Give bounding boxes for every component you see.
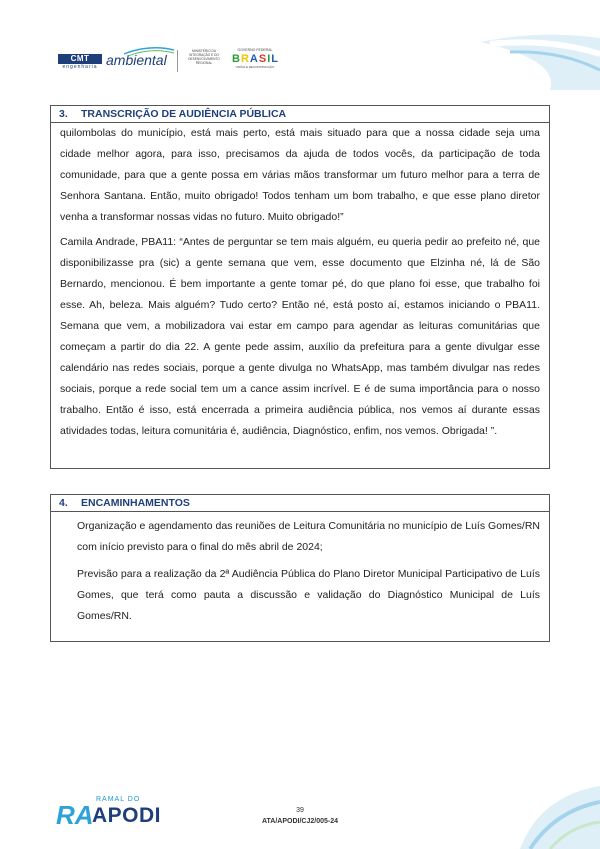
section-forwarding	[50, 494, 550, 642]
cmt-logo: CMT engenharia	[58, 54, 102, 70]
ministry-logo: MINISTÉRIO DA INTEGRAÇÃO E DO DESENVOLVIMENTO REGIONAL	[188, 49, 220, 65]
section-heading: 3. TRANSCRIÇÃO DE AUDIÊNCIA PÚBLICA	[51, 106, 549, 123]
section-transcription	[50, 105, 550, 469]
paragraph: Organização e agendamento das reuniões de Leitura Comunitária no município de Luís Gomes/RN com início previsto para o final do mês abril de 2024;	[77, 520, 540, 553]
section-body	[51, 123, 549, 442]
document-reference: ATA/APODI/CJ2/005-24	[262, 818, 338, 825]
page-header	[0, 0, 600, 92]
section-heading: 4. ENCAMINHAMENTOS	[51, 495, 549, 512]
header-divider	[177, 50, 178, 72]
page-number: 39	[296, 807, 304, 814]
ambiental-logo: ambiental	[106, 52, 167, 68]
corner-swoosh-icon	[480, 30, 600, 90]
wave-icon	[124, 46, 174, 56]
paragraph: Camila Andrade, PBA11: “Antes de perguntar se tem mais alguém, eu queria pedir ao prefeito né, que disponibilizasse pra (sic) a gente semana que vem, esse documento que Elzinha né, lá de São Bernardo, mencionou. É bem importante a gente tomar pé, do que plano foi esse, que trabalho foi esse. Ah, beleza. Mais alguém? Tudo certo? Então né, está posto aí, estamos iniciando o PBA11. Semana que vem, a mobilizadora vai estar em campo para agendar as leituras comunitárias que começam a partir do dia 22. A gente pede assim, auxílio da prefeitura para a gente divulgar esse calendário nas redes sociais, porque a gente divulga no WhatsApp, mas também divulgar nas redes sociais, porque a rede social tem um a cance assim incrível. E é de suma importância para o nosso trabalho. Então é isso, está encerrada a primeira audiência pública, nos vemos aí durante essas atividades todas, leitura comunitária é, audiência, Diagnóstico, enfim, nos vemos. Obrigada! ”.	[60, 236, 540, 437]
section-body	[51, 512, 549, 627]
corner-swoosh-icon	[510, 786, 600, 849]
paragraph: Previsão para a realização da 2ª Audiência Pública do Plano Diretor Municipal Participativo de Luís Gomes, que terá como pauta a discussão e validação do Diagnóstico Municipal de Luís Gomes/RN.	[77, 568, 540, 622]
paragraph: quilombolas do município, está mais perto, está mais situado para que a nossa cidade seja uma cidade melhor agora, para isso, precisamos da ajuda de todos vocês, da participação de toda comunidade, para que a gente possa em várias mãos transformar um futuro melhor para a terra de Senhora Santana. Então, muito obrigado! Todos tenham um bom trabalho, e que esse plano diretor venha a transformar nossas vidas no futuro. Muito obrigado!”	[60, 127, 540, 223]
brasil-word: BRASIL	[232, 53, 279, 65]
government-logo: GOVERNO FEDERAL BRASIL UNIÃO E RECONSTRUÇÃO	[232, 48, 279, 69]
